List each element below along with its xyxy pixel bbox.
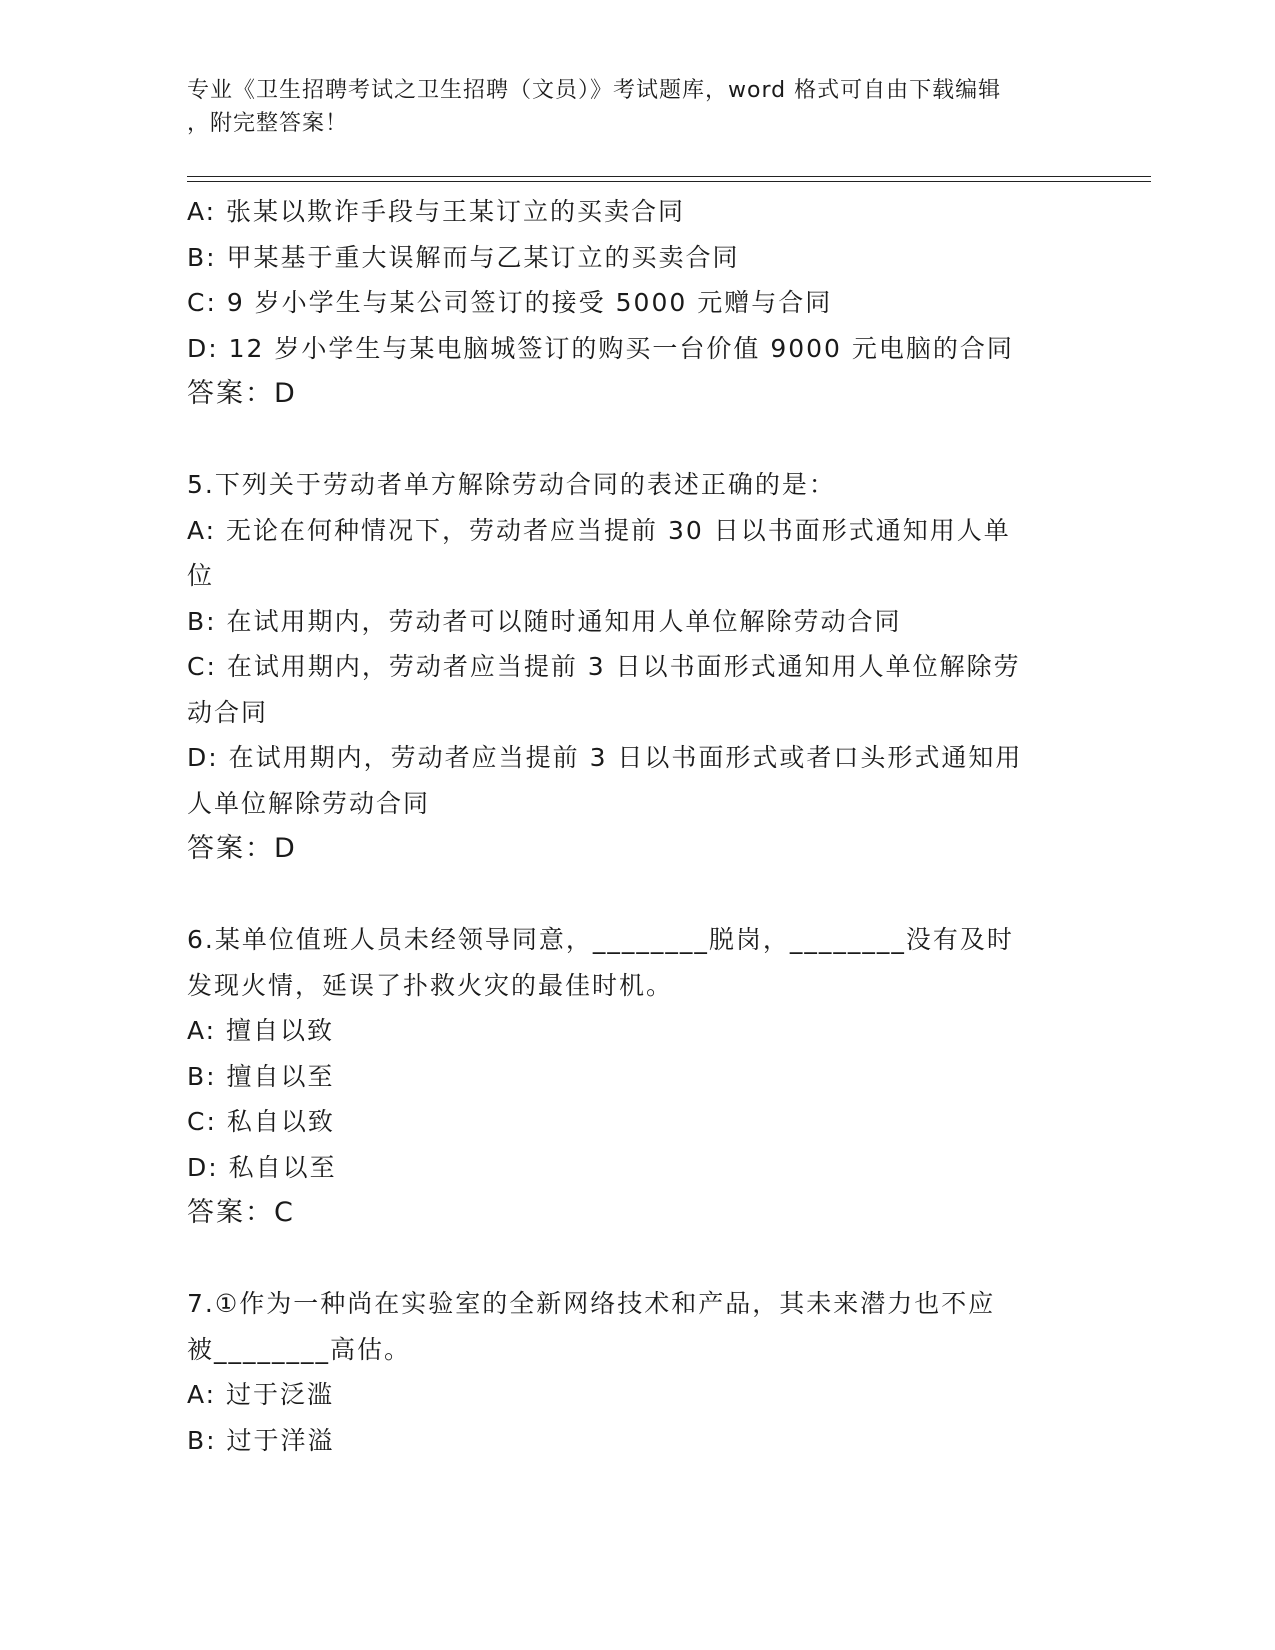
option-d: D: 私自以至: [187, 1152, 337, 1182]
question-stem: 7.①作为一种尚在实验室的全新网络技术和产品，其未来潜力也不应: [187, 1289, 996, 1318]
option-d: D: 在试用期内，劳动者应当提前 3 日以书面形式或者口头形式通知用: [187, 743, 1023, 772]
option-c-continued: 动合同: [187, 697, 269, 727]
document-header: [187, 74, 1087, 140]
question-list: [187, 189, 1087, 1463]
spacer: [187, 1236, 1087, 1282]
option-c: C: 9 岁小学生与某公司签订的接受 5000 元赠与合同: [187, 288, 833, 317]
option-d-continued: 人单位解除劳动合同: [187, 788, 431, 818]
option-a: A: 无论在何种情况下，劳动者应当提前 30 日以书面形式通知用人单: [187, 515, 1011, 545]
question-stem-continued: 发现火情，延误了扑救火灾的最佳时机。: [187, 970, 674, 1000]
answer: 答案：D: [187, 378, 297, 409]
question-5: [187, 462, 1087, 872]
option-d: D: 12 岁小学生与某电脑城签订的购买一台价值 9000 元电脑的合同: [187, 333, 1014, 363]
question-stem: 5.下列关于劳动者单方解除劳动合同的表述正确的是：: [187, 470, 836, 499]
header-line-1: 专业《卫生招聘考试之卫生招聘（文员）》考试题库，word 格式可自由下载编辑: [187, 78, 1002, 103]
option-a: A: 张某以欺诈手段与王某订立的买卖合同: [187, 197, 686, 226]
option-b: B: 过于洋溢: [187, 1425, 335, 1455]
question-7: [187, 1281, 1087, 1463]
option-a: A: 过于泛滥: [187, 1380, 335, 1409]
answer: 答案：D: [187, 833, 297, 864]
header-divider-bottom: [187, 181, 1151, 182]
option-a-continued: 位: [187, 561, 215, 590]
option-c: C: 在试用期内，劳动者应当提前 3 日以书面形式通知用人单位解除劳: [187, 652, 1021, 681]
question-6: [187, 917, 1087, 1236]
option-b: B: 擅自以至: [187, 1061, 335, 1091]
question-4: [187, 189, 1087, 417]
spacer: [187, 417, 1087, 463]
header-divider-top: [187, 176, 1151, 177]
question-stem-continued: 被________高估。: [187, 1334, 412, 1364]
option-b: B: 甲某基于重大误解而与乙某订立的买卖合同: [187, 242, 740, 272]
answer: 答案：C: [187, 1197, 295, 1228]
option-c: C: 私自以致: [187, 1107, 335, 1136]
option-b: B: 在试用期内，劳动者可以随时通知用人单位解除劳动合同: [187, 606, 902, 636]
question-stem: 6.某单位值班人员未经领导同意，________脱岗，________没有及时: [187, 925, 1014, 954]
option-a: A: 擅自以致: [187, 1016, 335, 1045]
header-line-2: ，附完整答案！: [187, 111, 349, 136]
spacer: [187, 872, 1087, 918]
